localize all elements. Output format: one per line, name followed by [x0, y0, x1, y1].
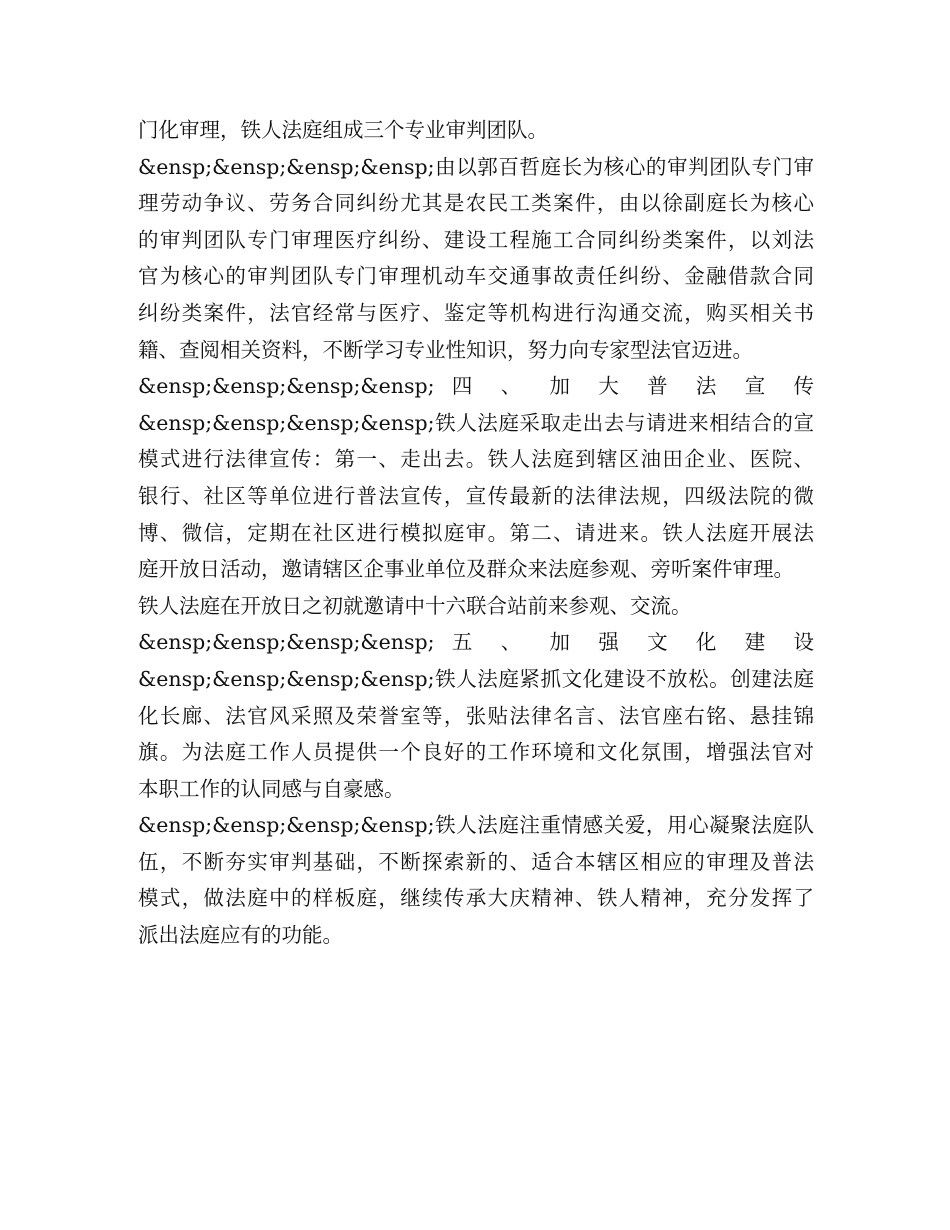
text-line: 铁人法庭在开放日之初就邀请中十六联合站前来参观、交流。	[138, 593, 692, 618]
text-line: 博、微信，定期在社区进行模拟庭审。第二、请进来。铁人法庭开展法	[138, 520, 814, 545]
text-line: 本职工作的认同感与自豪感。	[138, 776, 405, 801]
text-line: 的审判团队专门审理医疗纠纷、建设工程施工合同纠纷类案件，以刘法	[138, 227, 814, 252]
text-line: 模式进行法律宣传：第一、走出去。铁人法庭到辖区油田企业、医院、	[138, 447, 814, 472]
text-line: 籍、查阅相关资料，不断学习专业性知识，努力向专家型法官迈进。	[138, 337, 753, 362]
section-heading: &ensp;&ensp;&ensp;&ensp; 四 、 加 大 普 法 宣 传	[138, 374, 814, 399]
text-line: 派出法庭应有的功能。	[138, 923, 343, 948]
text-line: 伍，不断夯实审判基础，不断探索新的、适合本辖区相应的审理及普法	[138, 849, 814, 874]
text-line: 门化审理，铁人法庭组成三个专业审判团队。	[138, 118, 548, 142]
text-line: 官为核心的审判团队专门审理机动车交通事故责任纠纷、金融借款合同	[138, 264, 814, 289]
text-line: 化长廊、法官风采照及荣誉室等，张贴法律名言、法官座右铭、悬挂锦	[138, 703, 814, 728]
text-line: 理劳动争议、劳务合同纠纷尤其是农民工类案件，由以徐副庭长为核心	[138, 191, 814, 216]
text-line: 模式，做法庭中的样板庭，继续传承大庆精神、铁人精神，充分发挥了	[138, 886, 814, 911]
text-line: &ensp;&ensp;&ensp;&ensp;由以郭百哲庭长为核心的审判团队专门审	[138, 154, 814, 179]
text-line: &ensp;&ensp;&ensp;&ensp;铁人法庭采取走出去与请进来相结合的宣	[138, 410, 814, 435]
text-line: &ensp;&ensp;&ensp;&ensp;铁人法庭注重情感关爱，用心凝聚法庭队	[138, 813, 814, 838]
text-line: 庭开放日活动，邀请辖区企事业单位及群众来法庭参观、旁听案件审理。	[138, 557, 794, 582]
text-line: 旗。为法庭工作人员提供一个良好的工作环境和文化氛围，增强法官对	[138, 740, 814, 765]
section-heading: &ensp;&ensp;&ensp;&ensp; 五 、 加 强 文 化 建 设	[138, 630, 814, 655]
text-line: 纠纷类案件，法官经常与医疗、鉴定等机构进行沟通交流，购买相关书	[138, 300, 814, 325]
document-body	[138, 112, 814, 954]
text-line: 银行、社区等单位进行普法宣传，宣传最新的法律法规，四级法院的微	[138, 483, 814, 508]
text-line: &ensp;&ensp;&ensp;&ensp;铁人法庭紧抓文化建设不放松。创建法庭	[138, 666, 814, 691]
